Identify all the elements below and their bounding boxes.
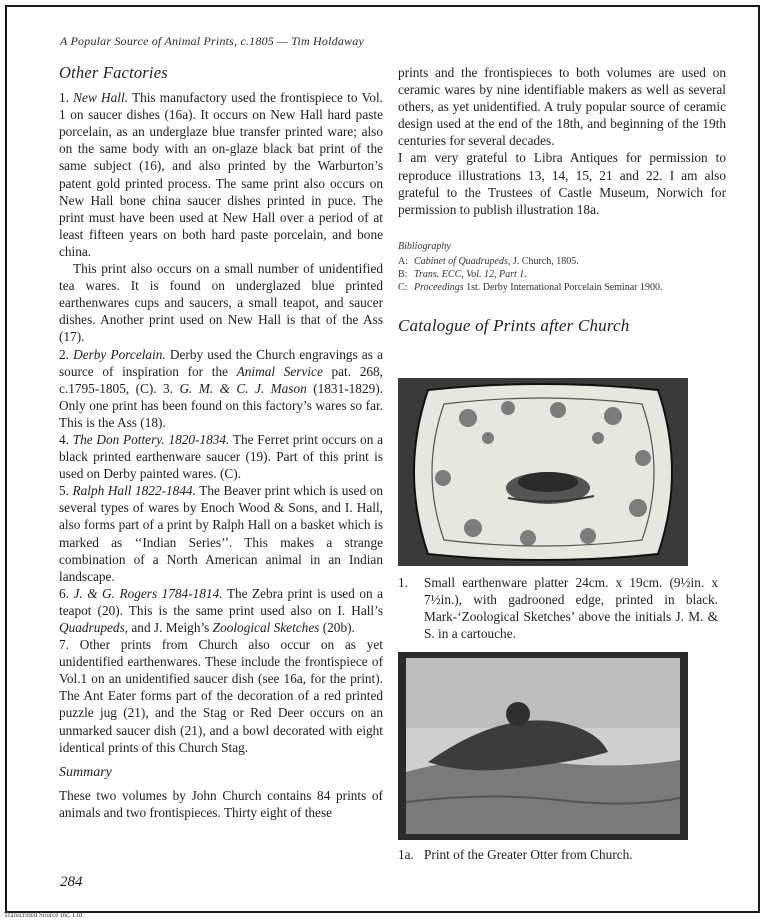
paragraph-ralph-hall: 5. Ralph Hall 1822-1844. The Beaver print which is used on several types of wares by Enoch Wood & Sons, and I. Hall, also forms part of a print by Ralph Hall on a basket which is marked as ‘‘Indian Series’’. This makes a strange combination of a North American animal in an Indian landscape. xyxy=(59,483,383,584)
bibliography-list xyxy=(398,255,726,295)
paragraph-continued: prints and the frontispieces to both volumes are used on ceramic wares by nine identifiable makers as well as several others, as yet unidentified. A truly popular source of ceramic design used at the end of the 18th, and beginning of the 19th centuries for several decades. xyxy=(398,65,726,149)
platter-illustration xyxy=(398,378,688,566)
otter-illustration xyxy=(398,652,688,840)
page-number: 284 xyxy=(60,874,83,890)
paragraph-new-hall: 1. New Hall. This manufactory used the frontispiece to Vol. 1 on saucer dishes (16a). It occurs on New Hall hard paste porcelain, as an underglaze blue transfer printed ware; also on the same body with an on-glaze black bat print of the same subject (16), and also printed by the Warburton’s patent gold printed process. The same print also occurs on New Hall bone china saucer dishes printed in puce. The print must have been used at New Hall over a period of at least fifteen years on both hard paste porcelain, and bone china. xyxy=(59,90,383,259)
paragraph-acknowledgements: I am very grateful to Libra Antiques for permission to reproduce illustrations 13, 14, 15, 21 and 22. I am also grateful to the Trustees of Castle Museum, Norwich for permission to publish illustration 18a. xyxy=(398,150,726,217)
running-title: A Popular Source of Animal Prints, c.1805 — Tim Holdaway xyxy=(60,34,364,48)
paragraph-don-pottery: 4. The Don Pottery. 1820-1834. The Ferret print occurs on a black printed earthenware saucer (19). Part of this print is used on Derby painted wares. (C). xyxy=(59,431,383,482)
paragraph-summary: These two volumes by John Church contains 84 prints of animals and two frontispieces. Thirty eight of these xyxy=(59,787,383,820)
bibliography-entry: B: Trans. ECC, Vol. 12, Part 1. xyxy=(398,269,527,281)
footer-mark: Transcribed Source Inc. Ltd xyxy=(4,911,83,919)
paragraph-rogers: 6. J. & G. Rogers 1784-1814. The Zebra print is used on a teapot (20). This is the same print used also on I. Hall’s Quadrupeds, and J. Meigh’s Zoological Sketches (20b). xyxy=(59,585,384,635)
bibliography-entry: C: Proceedings 1st. Derby International Porcelain Seminar 1900. xyxy=(398,282,663,294)
section-heading-other-factories: Other Factories xyxy=(59,63,168,82)
left-column xyxy=(59,64,383,821)
paragraph-other-prints: 7. Other prints from Church also occur on as yet unidentified earthenwares. These include the frontispiece of Vol.1 on an unidentified saucer dish (see 16a, for the print). The Ant Eater forms part of the decoration of a red printed puzzle jug (21), and the Stag or Red Deer occurs on an unmarked saucer dish (21), and a bowl decorated with eight identical prints of this Church Stag. xyxy=(59,637,383,755)
otter-print-photograph xyxy=(398,652,688,840)
right-column xyxy=(398,64,726,334)
caption-otter: 1a. Print of the Greater Otter from Church. xyxy=(398,847,633,862)
catalogue-heading: Catalogue of Prints after Church xyxy=(398,315,630,335)
bibliography-title: Bibliography xyxy=(398,240,451,252)
platter-photograph xyxy=(398,378,688,566)
paragraph-derby: 2. Derby Porcelain. Derby used the Church engravings as a source of inspiration for the Animal Service pat. 268, c.1795-1805, (C). 3. G. M. & C. J. Mason (1831-1829). Only one print has been found on this factory’s wares so far. This is the Ass (18). xyxy=(59,346,383,430)
bibliography-entry: A: Cabinet of Quadrupeds, J. Church, 1805. xyxy=(398,255,579,267)
paragraph-tea-wares: This print also occurs on a small number of unidentified tea wares. It is found on underglazed blue printed earthenwares cups and saucers, a small teapot, and saucer dishes. Another print used on New Hall is that of the Ass (17). xyxy=(59,261,383,345)
summary-heading: Summary xyxy=(59,764,112,780)
caption-platter: 1. Small earthenware platter 24cm. x 19cm. (9½in. x 7½in.), with gadrooned edge, printed in black. Mark-‘Zoological Sketches’ above the initials J. M. & S. in a cartouche. xyxy=(398,575,718,641)
